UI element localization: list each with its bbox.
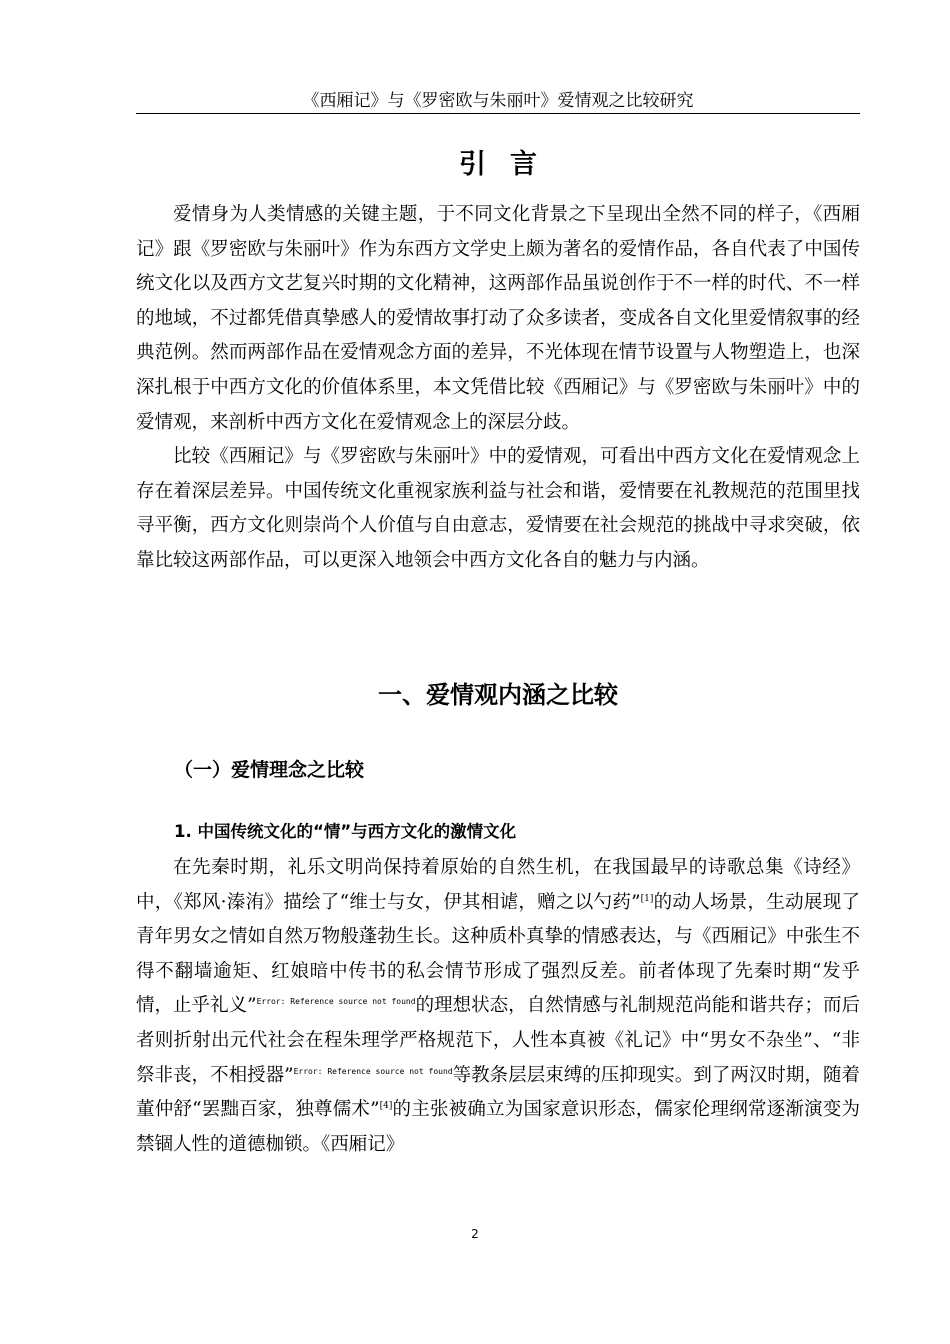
paragraph-text-1: 在先秦时期，礼乐文明尚保持着原始的自然生机，在我国最早的诗歌总集《诗经》中，《郑风·溱洧》描绘了“维士与女，伊其相谑，赠之以勺药” [136, 857, 860, 913]
intro-paragraph-1: 爱情身为人类情感的关键主题，于不同文化背景之下呈现出全然不同的样子，《西厢记》跟《罗密欧与朱丽叶》作为东西方文学史上颇为著名的爱情作品，各自代表了中国传统文化以及西方文艺复兴时期的文化精神，这两部作品虽说创作于不一样的时代、不一样的地域，不过都凭借真挚感人的爱情故事打动了众多读者，变成各自文化里爱情叙事的经典范例。然而两部作品在爱情观念方面的差异，不光体现在情节设置与人物塑造上，也深深扎根于中西方文化的价值体系里，本文凭借比较《西厢记》与《罗密欧与朱丽叶》中的爱情观，来剖析中西方文化在爱情观念上的深层分歧。 [136, 204, 860, 433]
paragraph-text-4: 等教条层层束缚的压抑现实。到了两汉时期，随着董仲舒“罢黜百家，独尊儒术” [136, 1064, 860, 1121]
subsection-heading: （一）爱情理念之比较 [174, 759, 365, 781]
citation-error-2: Error: Reference source not found [293, 1066, 453, 1076]
section-body [136, 851, 860, 1162]
paragraph-text-2: 的动人场景，生动展现了青年男女之情如自然万物般蓬勃生长。这种质朴真挚的情感表达，与《西厢记》中张生不得不翻墙逾矩、红娘暗中传书的私会情节形成了强烈反差。前者体现了先秦时期“发乎情，止乎礼义” [136, 891, 860, 1017]
intro-body [136, 198, 860, 579]
citation-ref-1: [1] [640, 893, 654, 904]
citation-error-1: Error: Reference source not found [256, 997, 416, 1007]
paragraph-text-3: 的理想状态，自然情感与礼制规范尚能和谐共存；而后者则折射出元代社会在程朱理学严格规范下，人性本真被《礼记》中“男女不杂坐”、“非祭非丧，不相授器” [136, 995, 860, 1086]
subsubsection-heading: 1. 中国传统文化的“情”与西方文化的激情文化 [174, 822, 517, 841]
citation-ref-4: [4] [379, 1101, 393, 1111]
running-header: 《西厢记》与《罗密欧与朱丽叶》爱情观之比较研究 [302, 91, 694, 111]
section-paragraph-1 [136, 851, 860, 1162]
intro-heading: 引言 [459, 149, 561, 180]
page-number: 2 [471, 1227, 479, 1241]
intro-paragraph-2: 比较《西厢记》与《罗密欧与朱丽叶》中的爱情观，可看出中西方文化在爱情观念上存在着深层差异。中国传统文化重视家族利益与社会和谐，爱情要在礼教规范的范围里找寻平衡，西方文化则崇尚个人价值与自由意志，爱情要在社会规范的挑战中寻求突破，依靠比较这两部作品，可以更深入地领会中西方文化各自的魅力与内涵。 [136, 446, 860, 571]
paragraph-text-5: 的主张被确立为国家意识形态，儒家伦理纲常逐渐演变为禁锢人性的道德枷锁。《西厢记》 [136, 1099, 860, 1155]
header-rule [136, 113, 860, 114]
section-heading: 一、爱情观内涵之比较 [378, 681, 618, 709]
